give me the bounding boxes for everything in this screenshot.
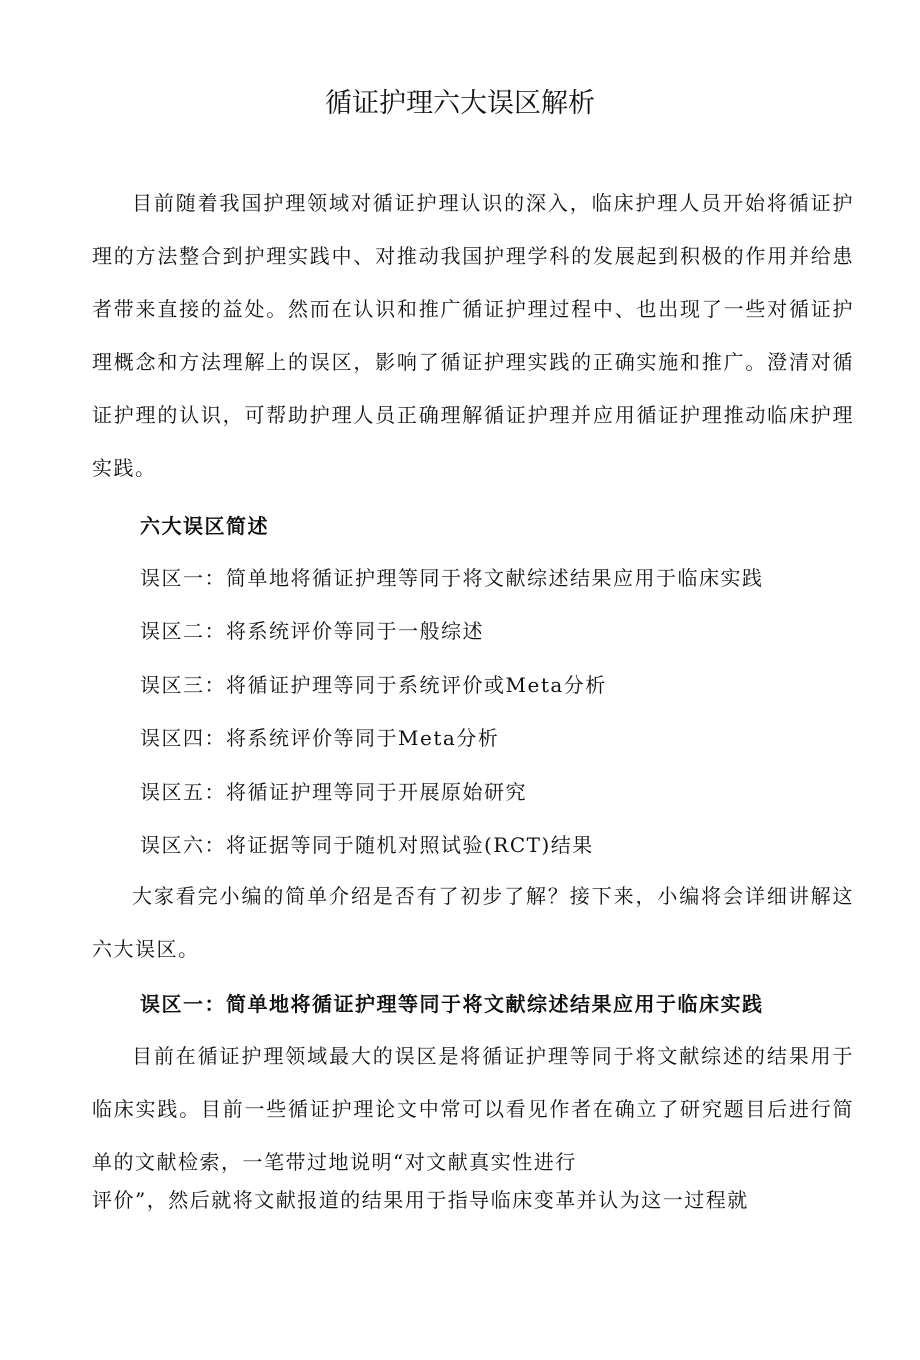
list-item: 误区四：将系统评价等同于Meta分析 xyxy=(140,726,500,751)
section-heading: 误区一：简单地将循证护理等同于将文献综述结果应用于临床实践 xyxy=(140,992,764,1016)
section-body-continuation: 评价”，然后就将文献报道的结果用于指导临床变革并认为这一过程就 xyxy=(92,1188,749,1212)
list-item: 误区三：将循证护理等同于系统评价或Meta分析 xyxy=(140,672,607,697)
document-title: 循证护理六大误区解析 xyxy=(325,88,595,119)
transition-paragraph: 大家看完小编的简单介绍是否有了初步了解？接下来，小编将会详细讲解这六大误区。 xyxy=(92,884,854,961)
misconception-list xyxy=(140,560,860,880)
intro-paragraph: 目前随着我国护理领域对循证护理认识的深入，临床护理人员开始将循证护理的方法整合到护理实践中、对推动我国护理学科的发展起到积极的作用并给患者带来直接的益处。然而在认识和推广循证护理过程中、也出现了一些对循证护理概念和方法理解上的误区，影响了循证护理实践的正确实施和推广。澄清对循证护理的认识，可帮助护理人员正确理解循证护理并应用循证护理推动临床护理实践。 xyxy=(92,191,854,480)
summary-heading: 六大误区简述 xyxy=(140,514,269,538)
list-item: 误区二：将系统评价等同于一般综述 xyxy=(140,619,484,644)
list-item: 误区五：将循证护理等同于开展原始研究 xyxy=(140,779,527,804)
list-item: 误区一：简单地将循证护理等同于将文献综述结果应用于临床实践 xyxy=(140,566,764,590)
list-item: 误区六：将证据等同于随机对照试验(RCT)结果 xyxy=(140,832,594,857)
section-body-paragraph: 目前在循证护理领域最大的误区是将循证护理等同于将文献综述的结果用于临床实践。目前一些循证护理论文中常可以看见作者在确立了研究题目后进行简单的文献检索，一笔带过地说明“对文献真实性进行 xyxy=(92,1044,854,1174)
